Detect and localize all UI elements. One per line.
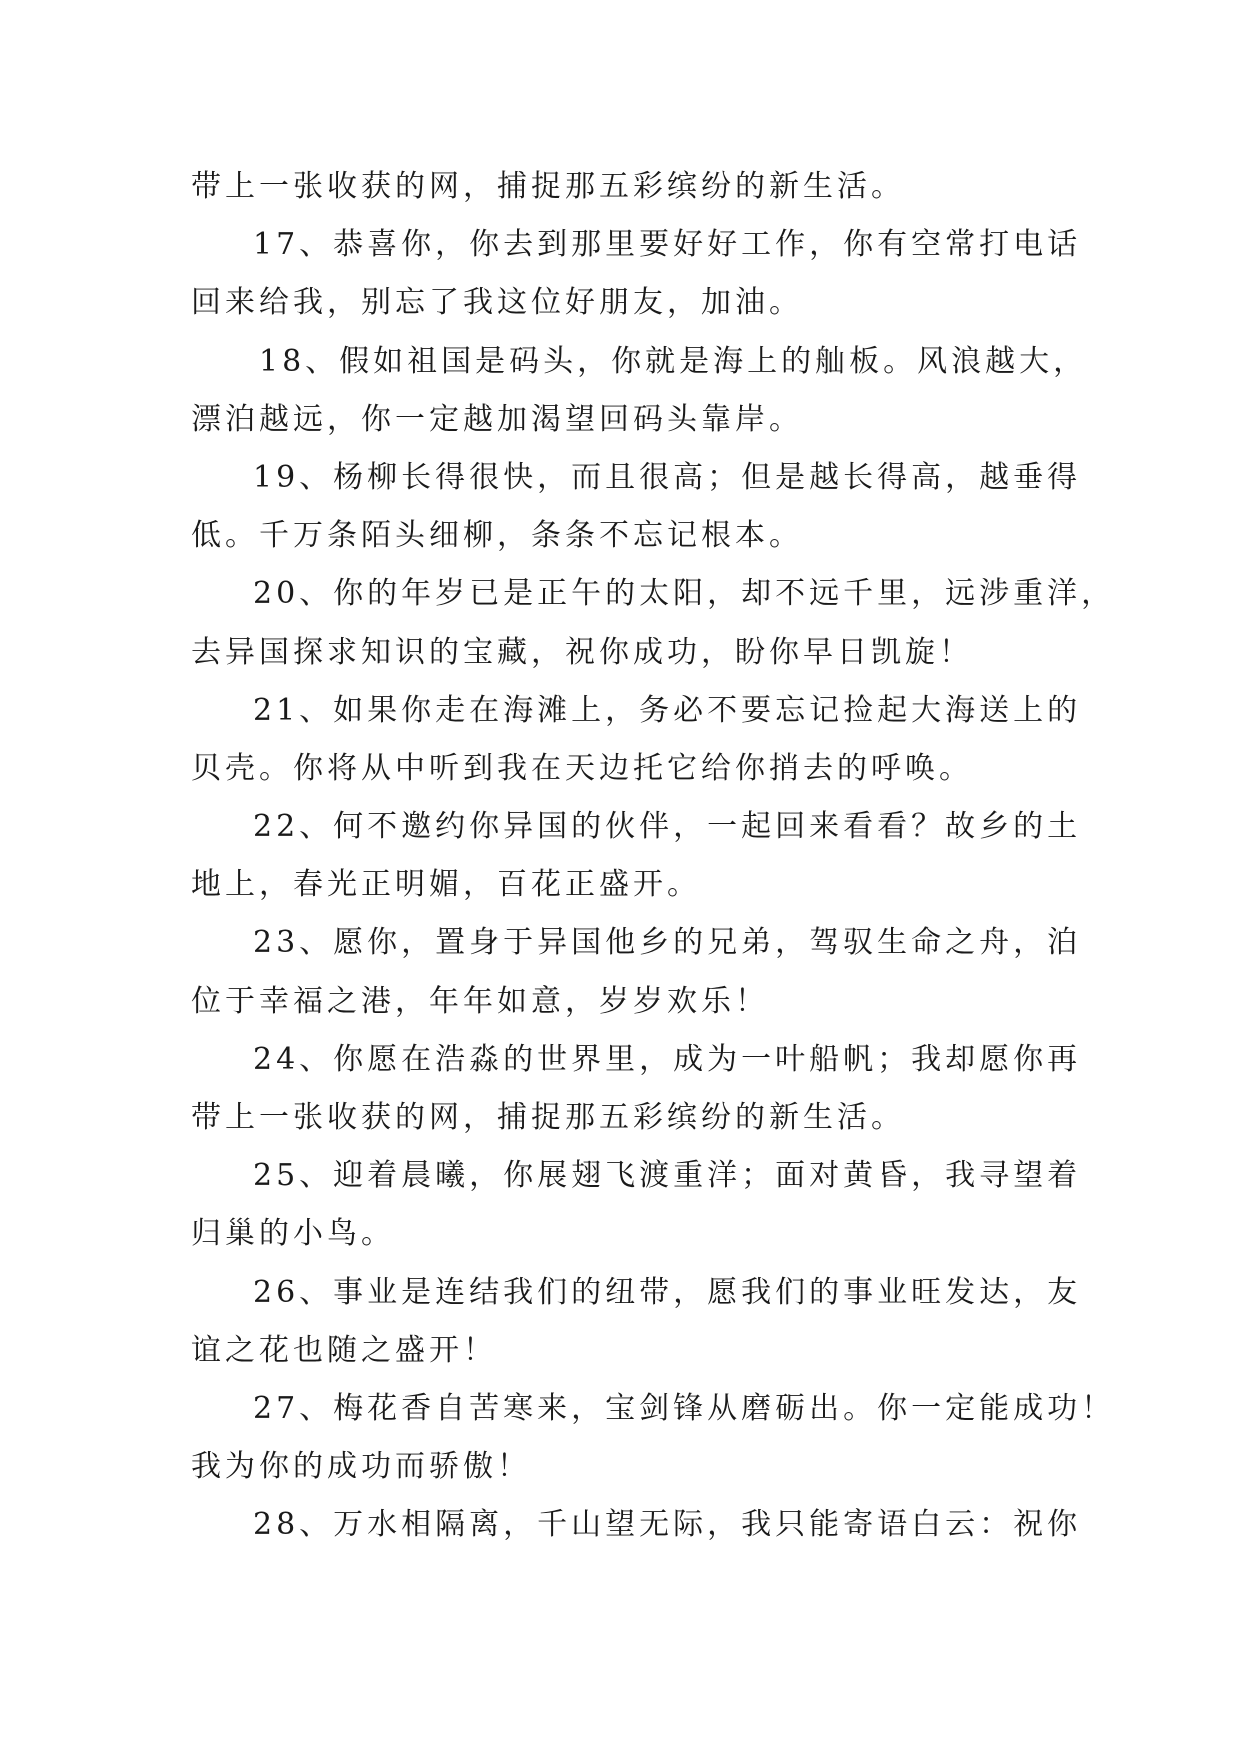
text-line: 20、你的年岁已是正午的太阳，却不远千里，远涉重洋， [253, 576, 1116, 612]
text-line: 25、迎着晨曦，你展翅飞渡重洋；面对黄昏，我寻望着 [253, 1158, 1082, 1194]
text-line: 26、事业是连结我们的纽带，愿我们的事业旺发达，友 [253, 1274, 1082, 1310]
document-body [191, 158, 1116, 1555]
text-line: 贝壳。你将从中听到我在天边托它给你捎去的呼唤。 [191, 750, 973, 786]
text-line: 带上一张收获的网，捕捉那五彩缤纷的新生活。 [191, 169, 905, 204]
text-line: 21、如果你走在海滩上，务必不要忘记捡起大海送上的 [253, 692, 1082, 728]
text-line: 19、杨柳长得很快，而且很高；但是越长得高，越垂得 [253, 459, 1082, 495]
text-line: 归巢的小鸟。 [191, 1216, 395, 1252]
text-line: 27、梅花香自苦寒来，宝剑锋从磨砺出。你一定能成功！ [253, 1390, 1116, 1426]
text-line: 回来给我，别忘了我这位好朋友，加油。 [191, 285, 803, 321]
text-line: 17、恭喜你，你去到那里要好好工作，你有空常打电话 [253, 227, 1082, 263]
text-line: 22、何不邀约你异国的伙伴，一起回来看看？故乡的土 [253, 809, 1082, 845]
text-line: 23、愿你，置身于异国他乡的兄弟，驾驭生命之舟，泊 [253, 925, 1082, 961]
text-line: 漂泊越远，你一定越加渴望回码头靠岸。 [191, 401, 803, 437]
text-line: 位于幸福之港，年年如意，岁岁欢乐！ [191, 983, 769, 1019]
text-line: 带上一张收获的网，捕捉那五彩缤纷的新生活。 [191, 1100, 905, 1135]
text-line: 28、万水相隔离，千山望无际，我只能寄语白云：祝你 [253, 1507, 1082, 1543]
text-line: 地上，春光正明媚，百花正盛开。 [191, 867, 701, 903]
text-line: 我为你的成功而骄傲！ [191, 1449, 531, 1485]
text-line: 24、你愿在浩淼的世界里，成为一叶船帆；我却愿你再 [253, 1041, 1082, 1077]
text-line: 去异国探求知识的宝藏，祝你成功，盼你早日凯旋！ [191, 634, 973, 670]
text-line: 18、假如祖国是码头，你就是海上的舢板。风浪越大， [259, 343, 1088, 379]
text-line: 低。千万条陌头细柳，条条不忘记根本。 [191, 518, 803, 554]
text-line: 谊之花也随之盛开！ [191, 1332, 497, 1368]
